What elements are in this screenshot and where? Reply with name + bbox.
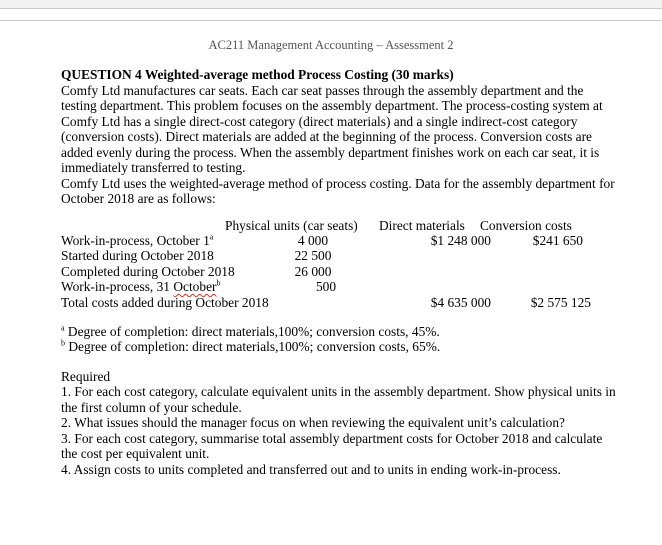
footnote-b: $^b$ Degree of completion: direct materials,100%; conversion costs, 65%. [61, 338, 441, 354]
page-header: AC211 Management Accounting – Assessment 2 [208, 38, 454, 52]
row-label: Started during October 2018 [61, 248, 214, 263]
question-paragraph-1: Comfy Ltd manufactures car seats. Each car seat passes through the assembly department and the testing department. This problem focuses on the assembly department. The process-costing system at Comfy Ltd has a single direct-cost category (direct materials) and a single indirect-cost category (conversion costs). Direct materials are added at the beginning of the process. Conversion costs are added evenly during the process. When the assembly department finishes work on each car seat, it is immediately transferred to testing. [61, 82, 603, 175]
cell-physical: 22 500 [294, 248, 332, 263]
header-physical-units: Physical units (car seats) [225, 217, 358, 233]
required-item-4: 4. Assign costs to units completed and transferred out and to units in ending work-in-process. [61, 461, 561, 477]
cell-materials: $4 635 000 [430, 294, 491, 310]
header-direct-materials: Direct materials [379, 217, 465, 233]
row-label: Total costs added during October 2018 [61, 294, 269, 310]
header-rule [0, 20, 662, 21]
cell-physical: 500 [315, 279, 337, 294]
cell-materials: $1 248 000 [430, 232, 491, 248]
cell-conversion: $2 575 125 [530, 294, 591, 310]
required-heading: Required [61, 368, 111, 384]
footnote-a: $^a$ Degree of completion: direct materials,100%; conversion costs, 45%. [61, 323, 440, 339]
question-title: QUESTION 4 Weighted-average method Process Costing (30 marks) [61, 67, 454, 82]
header-conversion-costs: Conversion costs [480, 217, 572, 233]
footnotes [61, 324, 621, 355]
document-body [61, 67, 621, 477]
row-label: Work-in-process, 31 October$^b$ [61, 278, 221, 294]
required-item-3: 3. For each cost category, summarise total assembly department costs for October 2018 and calculate the cost per equivalent unit. [61, 430, 603, 461]
row-label: Work-in-process, October 1$^a$ [61, 232, 214, 248]
required-item-2: 2. What issues should the manager focus on when reviewing the equivalent unit’s calculation? [61, 415, 565, 430]
page-top-band [0, 0, 662, 8]
required-section [61, 369, 621, 478]
top-rule [0, 8, 662, 9]
cell-physical: 26 000 [294, 263, 332, 279]
question-paragraph-2: Comfy Ltd uses the weighted-average method of process costing. Data for the assembly department for October 2018 are as follows: [61, 175, 615, 206]
required-item-1: 1. For each cost category, calculate equivalent units in the assembly department. Show physical units in the first column of your schedule. [61, 384, 616, 415]
cell-physical: 4 000 [297, 232, 329, 248]
cost-data-table [61, 218, 621, 310]
cell-conversion: $241 650 [532, 232, 583, 248]
spellcheck-underline: October [173, 279, 217, 294]
row-label: Completed during October 2018 [61, 263, 235, 279]
